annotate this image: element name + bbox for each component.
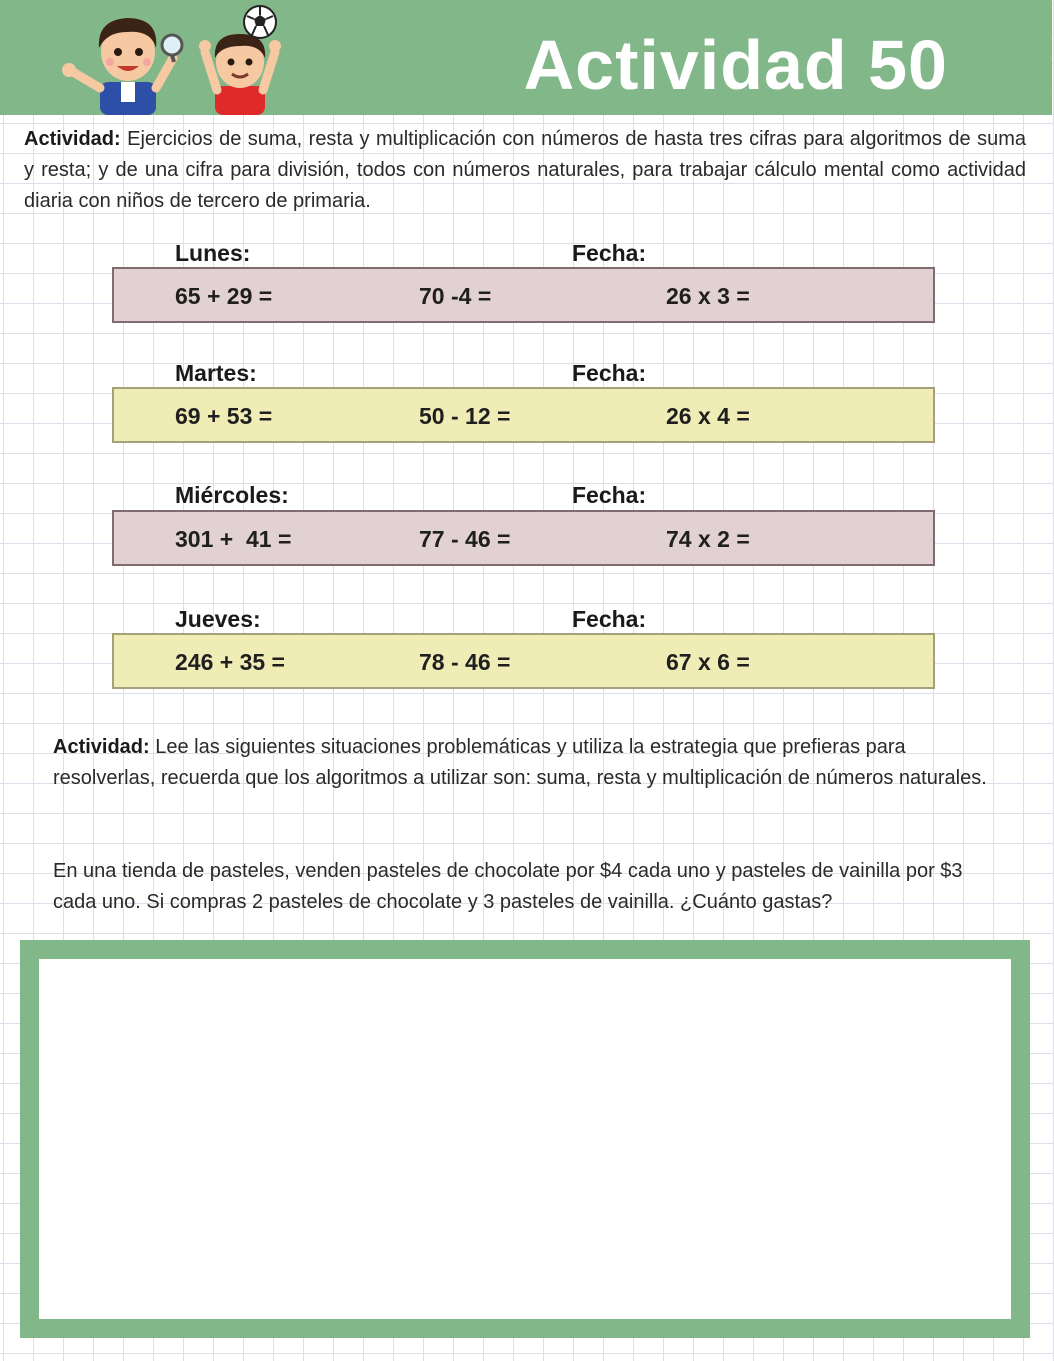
exercise-multiplication: 67 x 6 = <box>666 649 750 675</box>
intro-text: Ejercicios de suma, resta y multiplicación con números de hasta tres cifras para algoritmos de suma y resta; y de una cifra para división, todos con números naturales, para trabajar cálculo mental como actividad diaria con niños de tercero de primaria. <box>24 128 1026 212</box>
activity2-paragraph <box>53 732 999 794</box>
intro-label: Actividad: <box>24 128 121 150</box>
day-label-lunes: Lunes: <box>175 240 251 266</box>
exercise-addition: 69 + 53 = <box>175 403 273 429</box>
kids-illustration <box>55 0 290 115</box>
exercise-subtraction: 78 - 46 = <box>419 649 511 675</box>
exercise-subtraction: 70 -4 = <box>419 283 492 309</box>
fecha-label-lunes: Fecha: <box>572 240 647 266</box>
fecha-label-miercoles: Fecha: <box>572 482 647 508</box>
fecha-label-jueves: Fecha: <box>572 606 647 632</box>
header-banner <box>0 0 1052 115</box>
page-title: Actividad 50 <box>523 26 948 104</box>
exercise-multiplication: 26 x 3 = <box>666 283 750 309</box>
exercise-row-jueves <box>112 633 935 689</box>
boy-with-ball-icon <box>199 6 281 115</box>
exercise-row-lunes <box>112 267 935 323</box>
exercise-multiplication: 74 x 2 = <box>666 526 750 552</box>
activity2-label: Actividad: <box>53 736 150 758</box>
exercise-addition: 301 + 41 = <box>175 526 292 552</box>
answer-area[interactable] <box>39 959 1011 1319</box>
exercise-subtraction: 50 - 12 = <box>419 403 511 429</box>
exercise-row-martes <box>112 387 935 443</box>
answer-box <box>20 940 1030 1338</box>
fecha-label-martes: Fecha: <box>572 360 647 386</box>
day-label-martes: Martes: <box>175 360 257 386</box>
boy-with-magnifier-icon <box>62 18 182 115</box>
activity2-text: Lee las siguientes situaciones problemáticas y utiliza la estrategia que prefieras para resolverlas, recuerda que los algoritmos a utilizar son: suma, resta y multiplicación de números naturales. <box>53 736 987 789</box>
day-label-miercoles: Miércoles: <box>175 482 289 508</box>
exercise-addition: 65 + 29 = <box>175 283 273 309</box>
exercise-row-miercoles <box>112 510 935 566</box>
intro-paragraph <box>24 124 1026 217</box>
exercise-subtraction: 77 - 46 = <box>419 526 511 552</box>
problem-paragraph: En una tienda de pasteles, venden pasteles de chocolate por $4 cada uno y pasteles de vainilla por $3 cada uno. Si compras 2 pasteles de chocolate y 3 pasteles de vainilla. ¿Cuánto gastas? <box>53 860 963 913</box>
exercise-addition: 246 + 35 = <box>175 649 285 675</box>
day-label-jueves: Jueves: <box>175 606 261 632</box>
exercise-multiplication: 26 x 4 = <box>666 403 750 429</box>
